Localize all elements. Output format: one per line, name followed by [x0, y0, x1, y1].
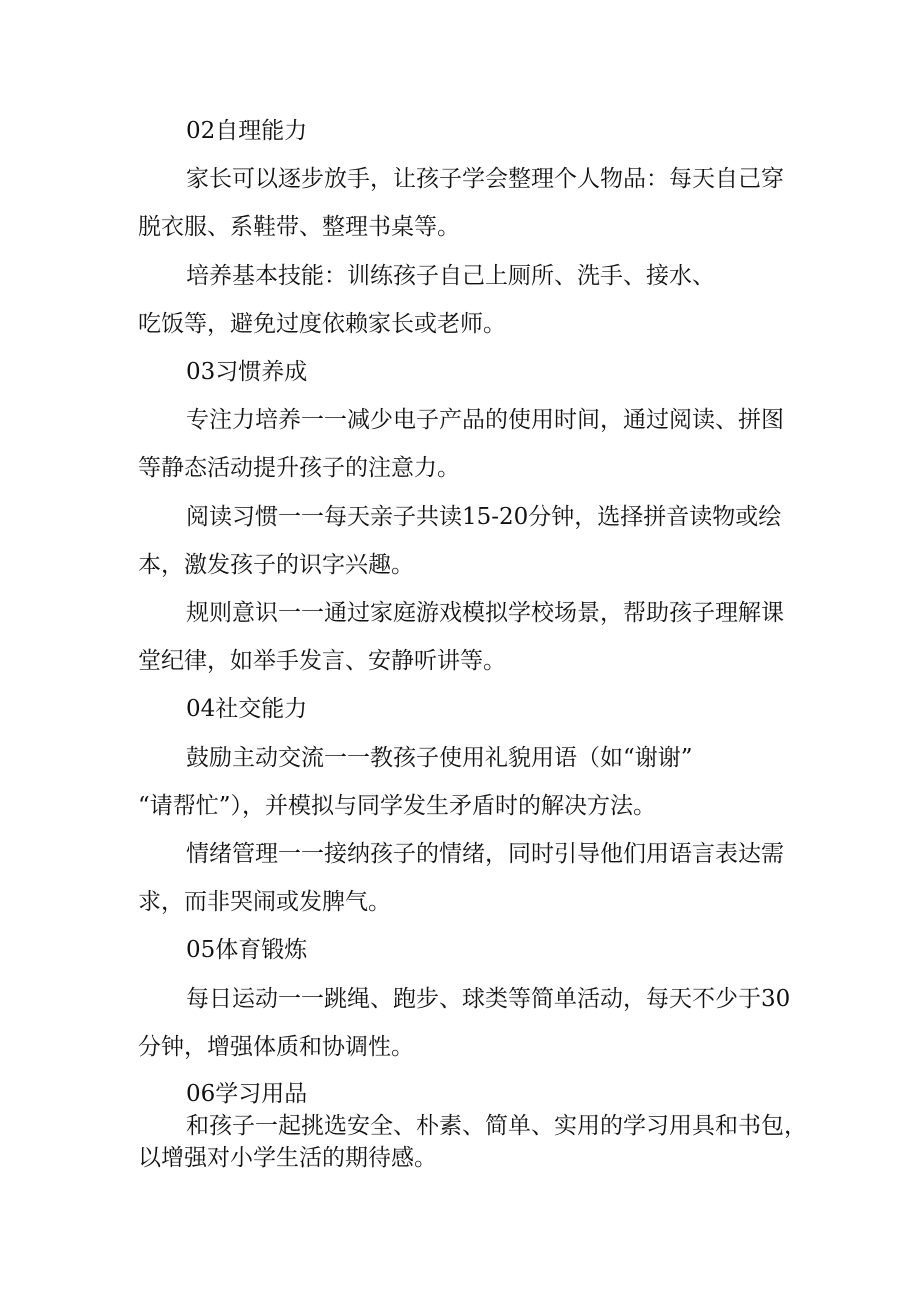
paragraph-line: “请帮忙”），并模拟与同学发生矛盾时的解决方法。	[138, 793, 657, 819]
section-heading-04: 04社交能力	[186, 696, 308, 722]
paragraph-line: 情绪管理一一接纳孩子的情绪，同时引导他们用语言表达需	[186, 841, 784, 867]
paragraph-line: 鼓励主动交流一一教孩子使用礼貌用语（如“谢谢”	[186, 745, 693, 771]
section-heading-06: 06学习用品	[186, 1081, 308, 1107]
paragraph-line: 等静态活动提升孩子的注意力。	[138, 455, 460, 481]
paragraph-line: 每日运动一一跳绳、跑步、球类等简单活动，每天不少于30	[186, 986, 791, 1012]
paragraph-line: 吃饭等，避免过度依赖家长或老师。	[138, 311, 506, 337]
paragraph-line: 阅读习惯一一每天亲子共读15-20分钟，选择拼音读物或绘	[186, 504, 782, 530]
paragraph-line: 规则意识一一通过家庭游戏模拟学校场景，帮助孩子理解课	[186, 600, 784, 626]
paragraph-line: 以增强对小学生活的期待感。	[138, 1145, 437, 1171]
paragraph-line: 专注力培养一一减少电子产品的使用时间，通过阅读、拼图	[186, 407, 784, 433]
section-heading-02: 02自理能力	[186, 118, 308, 144]
paragraph-line: 培养基本技能：训练孩子自己上厕所、洗手、接水、	[186, 263, 715, 289]
paragraph-line: 脱衣服、系鞋带、整理书桌等。	[138, 214, 460, 240]
paragraph-line: 分钟，增强体质和协调性。	[138, 1034, 414, 1060]
paragraph-line: 家长可以逐步放手，让孩子学会整理个人物品：每天自己穿	[186, 166, 784, 192]
paragraph-line: 本，激发孩子的识字兴趣。	[138, 552, 414, 578]
paragraph-line: 堂纪律，如举手发言、安静听讲等。	[138, 648, 506, 674]
paragraph-line: 求，而非哭闹或发脾气。	[138, 889, 391, 915]
paragraph-line: 和孩子一起挑选安全、朴素、简单、实用的学习用具和书包，	[186, 1113, 807, 1139]
section-heading-05: 05体育锻炼	[186, 937, 308, 963]
section-heading-03: 03习惯养成	[186, 359, 308, 385]
